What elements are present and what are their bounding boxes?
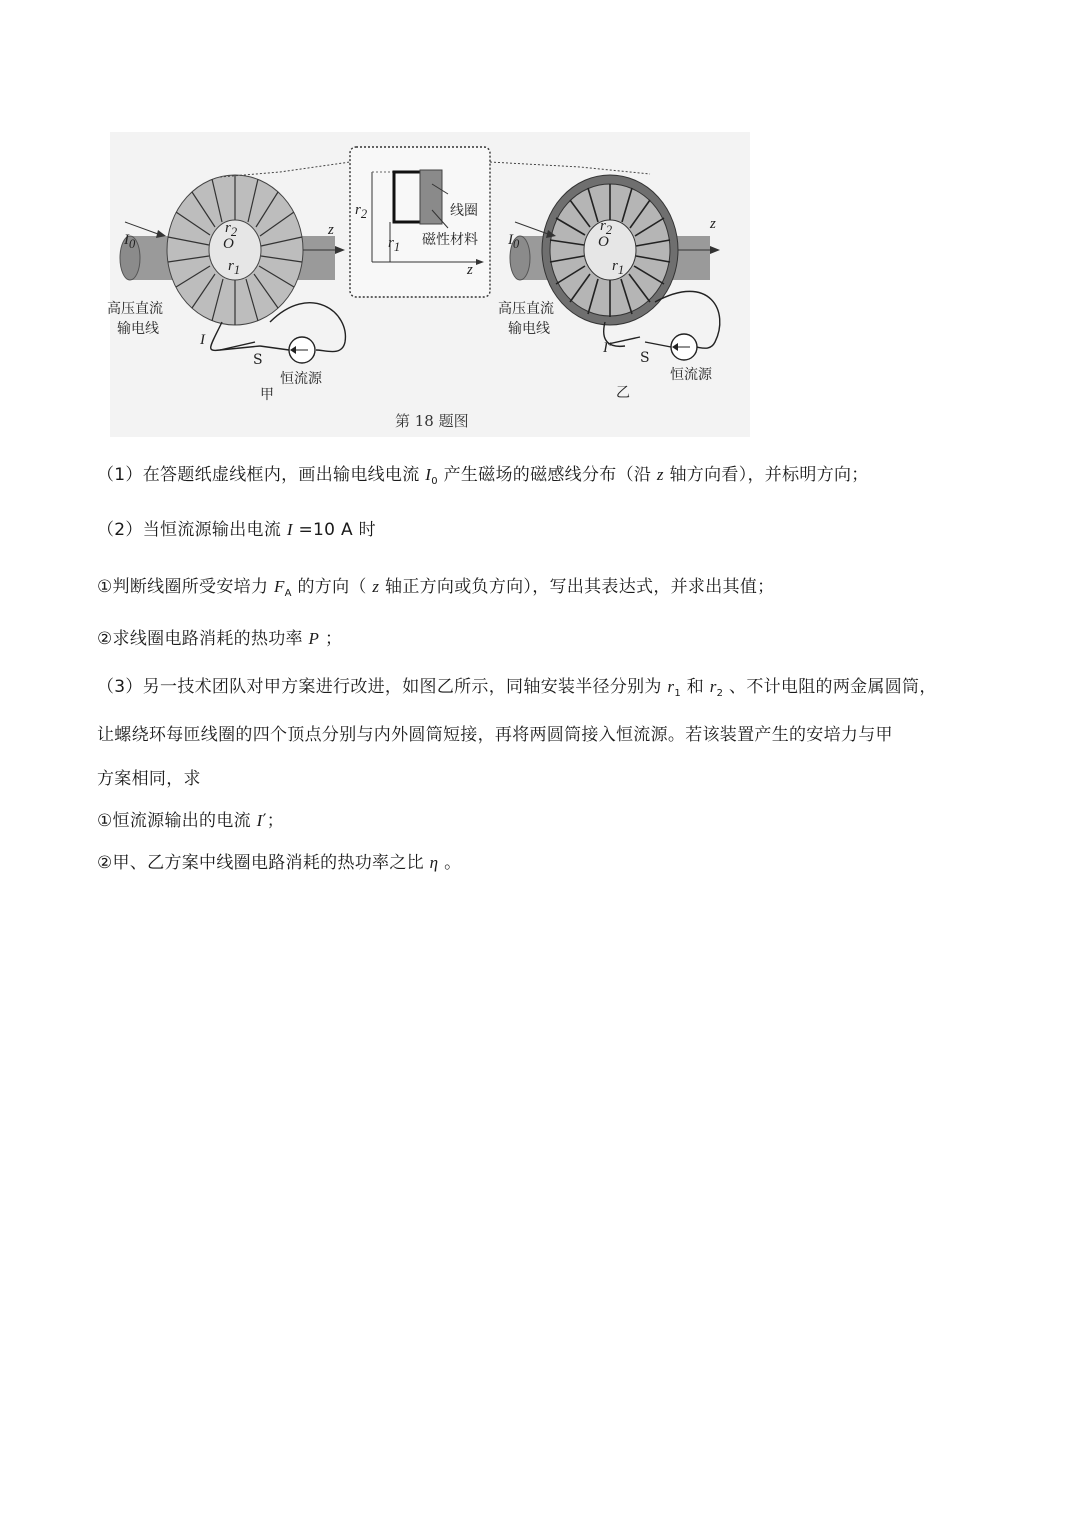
question-2: （2）当恒流源输出电流 I =10 A 时: [97, 520, 376, 540]
left-r1-label: $r_1$: [228, 258, 241, 277]
question-1: （1）在答题纸虚线框内，画出输电线电流 $I_0$ 产生磁场的磁感线分布（沿 z 轴方向看），并标明方向；: [97, 465, 869, 487]
left-axis-label: z: [328, 222, 334, 238]
right-switch-label: S: [640, 350, 650, 366]
left-current-label: $I_0$: [124, 232, 136, 251]
question-3-line-2: 让螺绕环每匝线圈的四个顶点分别与内外圆筒短接，再将两圆筒接入恒流源。若该装置产生的安培力与甲: [97, 725, 893, 745]
question-2-1: ①判断线圈所受安培力 $F_A$ 的方向（ z 轴正方向或负方向），写出其表达式，并求出其值；: [97, 577, 775, 599]
inset-axis-label: z: [467, 262, 473, 278]
left-loop-current-label: I: [200, 332, 205, 348]
question-3-1: ①恒流源输出的电流 I′；: [97, 811, 285, 831]
left-r2-label: $r_2$: [225, 220, 238, 239]
left-name: 甲: [260, 387, 274, 403]
right-wire-label-2: 输电线: [508, 321, 550, 337]
right-origin-label: O: [598, 234, 609, 250]
problem-figure: [107, 132, 750, 437]
inset-r2-label: $r_2$: [355, 202, 368, 221]
right-loop-current-label: I′: [603, 340, 612, 356]
left-origin-label: O: [223, 236, 234, 252]
left-switch-label: S: [253, 352, 263, 368]
figure-drawing: [110, 132, 750, 437]
right-source-label: 恒流源: [670, 367, 712, 383]
right-wire-label-1: 高压直流: [498, 301, 554, 317]
right-r1-label: $r_1$: [612, 258, 625, 277]
right-current-label: $I_0$: [508, 232, 520, 251]
left-wire-label-2: 输电线: [117, 321, 159, 337]
right-axis-label: z: [710, 216, 716, 232]
inset-magnetic-label: 磁性材料: [422, 232, 478, 248]
right-switch: [608, 337, 640, 344]
question-3: （3）另一技术团队对甲方案进行改进，如图乙所示，同轴安装半径分别为 $r_1$ 和 $r_2$ 、不计电阻的两金属圆筒，: [97, 677, 937, 699]
left-wire-label-1: 高压直流: [107, 301, 163, 317]
right-name: 乙: [616, 385, 630, 401]
figure-caption: 第 18 题图: [395, 412, 469, 430]
right-r2-label: $r_2$: [600, 218, 613, 237]
inset-coil-label: 线圈: [450, 203, 478, 219]
left-source-label: 恒流源: [280, 371, 322, 387]
question-3-2: ②甲、乙方案中线圈电路消耗的热功率之比 η 。: [97, 853, 462, 873]
question-3-line-3: 方案相同，求: [97, 769, 201, 789]
question-2-2: ②求线圈电路消耗的热功率 P ；: [97, 629, 343, 649]
inset-r1-label: $r_1$: [388, 235, 401, 254]
